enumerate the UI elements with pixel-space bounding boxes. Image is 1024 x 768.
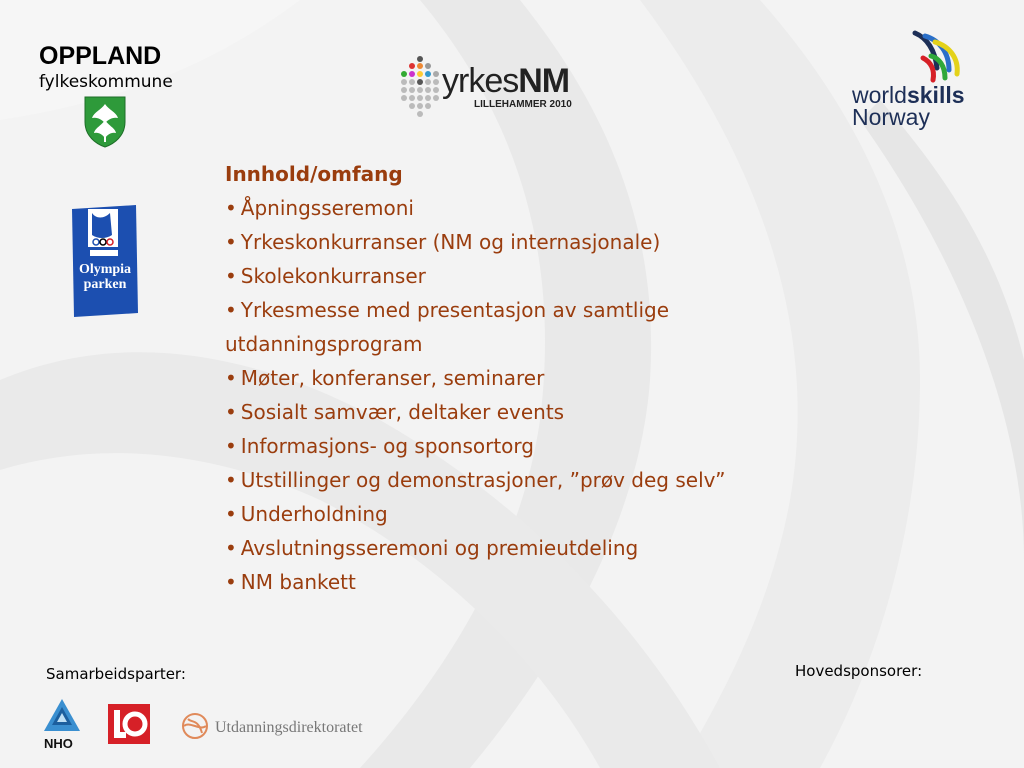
utdanningsdirektoratet-logo-icon <box>180 711 210 741</box>
partners-label: Samarbeidsparter: <box>46 665 186 683</box>
bullet: • <box>225 434 237 458</box>
worldskills-country: Norway <box>852 104 930 130</box>
worldskills-word-bold: skills <box>906 82 965 108</box>
nho-logo-text: NHO <box>44 736 73 751</box>
list-item-text: Avslutningsseremoni og premieutdeling <box>240 536 639 560</box>
list-item-text: Informasjons- og sponsortorg <box>240 434 534 458</box>
bullet: • <box>225 502 237 526</box>
bullet: • <box>225 366 237 390</box>
lo-logo-icon <box>108 704 150 744</box>
list-item <box>225 361 845 395</box>
list-item-text: Åpningsseremoni <box>240 196 414 220</box>
utdanningsdirektoratet-logo-text: Utdanningsdirektoratet <box>215 719 363 736</box>
bullet: • <box>225 298 237 322</box>
yrkesnm-dots-icon <box>398 55 442 119</box>
list-item <box>225 395 845 429</box>
list-item-text: Underholdning <box>240 502 388 526</box>
list-item <box>225 565 845 599</box>
bullet: • <box>225 400 237 424</box>
yrkesnm-logo-word <box>442 62 569 101</box>
list-item <box>225 463 845 497</box>
oppland-logo-title: OPPLAND <box>39 42 162 70</box>
worldskills-swirl-icon <box>905 28 967 90</box>
list-item-text: Yrkesmesse med presentasjon av samtlige utdanningsprogram <box>225 298 670 356</box>
list-item <box>225 259 845 293</box>
list-item <box>225 225 845 259</box>
list-item <box>225 531 845 565</box>
bullet: • <box>225 468 237 492</box>
bullet: • <box>225 264 237 288</box>
list-item <box>225 293 845 361</box>
olympiaparken-logo <box>70 205 140 317</box>
worldskills-word-light: world <box>852 82 907 108</box>
olympiaparken-text <box>72 262 138 292</box>
olympiaparken-line1: Olympia <box>78 262 132 277</box>
bullet: • <box>225 570 237 594</box>
bullet: • <box>225 230 237 254</box>
worldskills-logo-text <box>852 84 965 128</box>
yrkesnm-logo-subtitle: LILLEHAMMER 2010 <box>474 99 572 110</box>
list-item-text: Sosialt samvær, deltaker events <box>240 400 565 424</box>
olympiaparken-line2: parken <box>83 277 127 292</box>
list-item <box>225 429 845 463</box>
bullet: • <box>225 196 237 220</box>
oppland-shield-icon <box>84 96 126 148</box>
content-heading: Innhold/omfang <box>225 162 403 186</box>
list-item-text: Møter, konferanser, seminarer <box>240 366 545 390</box>
content-block <box>225 157 845 599</box>
list-item-text: Skolekonkurranser <box>240 264 426 288</box>
oppland-logo-subtitle: fylkeskommune <box>39 72 173 92</box>
list-item <box>225 497 845 531</box>
nho-logo-icon <box>42 697 82 735</box>
list-item-text: Yrkeskonkurranser (NM og internasjonale) <box>240 230 661 254</box>
list-item-text: Utstillinger og demonstrasjoner, ”prøv deg selv” <box>240 468 726 492</box>
yrkesnm-word-bold: NM <box>518 62 570 100</box>
sponsors-label: Hovedsponsorer: <box>795 662 923 680</box>
bullet: • <box>225 536 237 560</box>
yrkesnm-word-light: yrkes <box>442 62 519 100</box>
list-item-text: NM bankett <box>240 570 356 594</box>
list-item <box>225 191 845 225</box>
